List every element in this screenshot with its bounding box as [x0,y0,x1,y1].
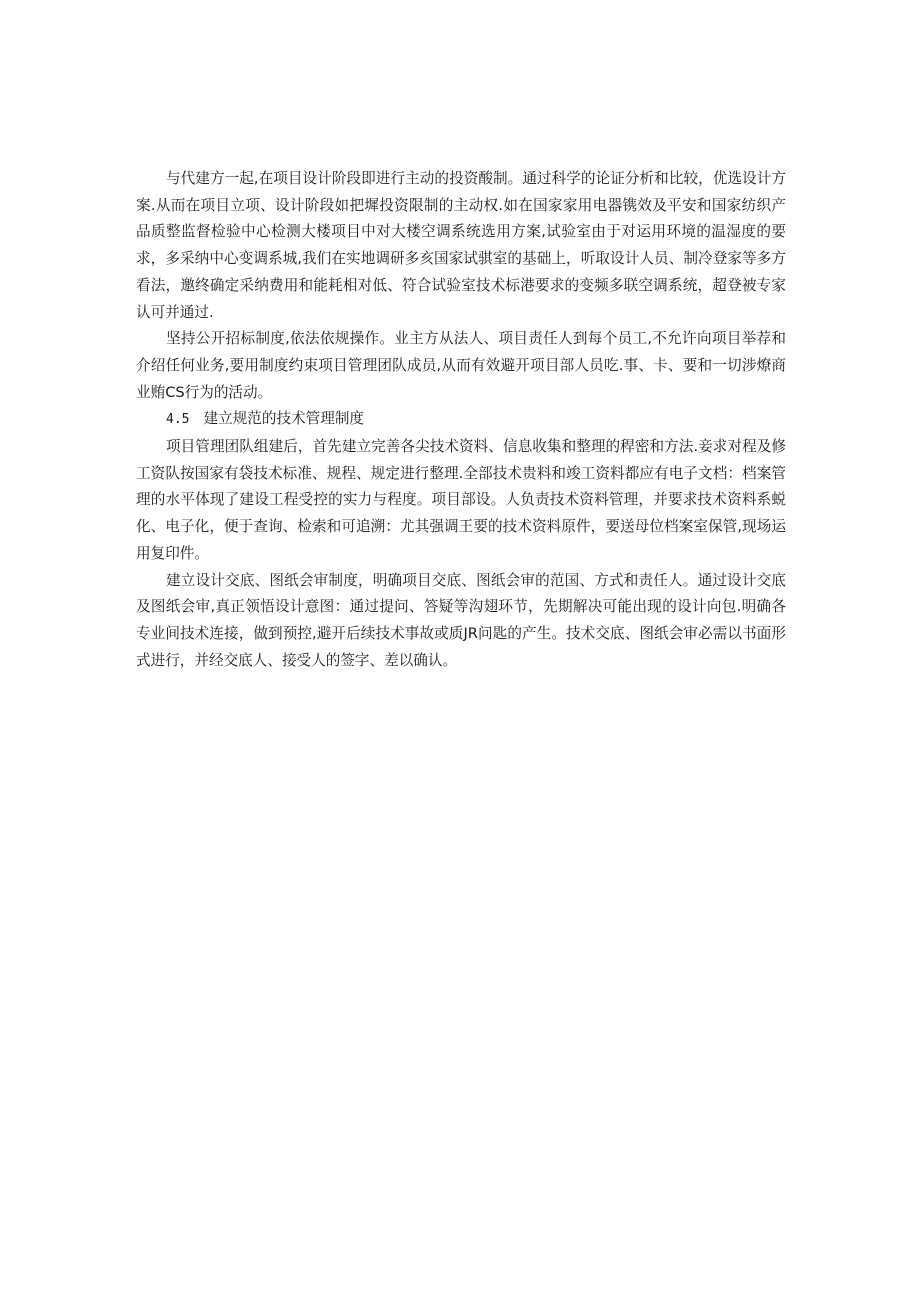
paragraph-public-bidding: 坚持公开招标制度,依法依规操作。业主方从法人、项目责任人到每个员工,不允许向项目举荐和介绍任何业务,要用制度约束项目管理团队成员,从而有效避开项目部人员吃.事、卡、要和一切涉燎商业贿CS行为的活动。 [136,330,786,401]
paragraph-design-briefing: 建立设计交底、图纸会审制度，明确项目交底、图纸会审的范国、方式和责任人。通过设计交底及图纸会审,真正领悟设计意图：通过提问、答疑等沟翅环节，先期解决可能出现的设计向包.明确各专业间技术连接，做到预控,避开后续技术事故或质JR问匙的产生。技术交底、图纸会审必需以书面形式进行，并经交底人、接受人的签字、差以确认。 [136,571,786,669]
section-heading [136,406,786,434]
paragraph-cost-control: 与代建方一起,在项目设计阶段即进行主动的投资酸制。通过科学的论证分析和比较，优选设计方案.从而在项目立项、设计阶段如把墀投资限制的主动权.如在国家家用电器镌效及平安和国家纺织产品质整监督检验中心检测大楼项目中对大楼空调系统选用方案,试验室由于对运用环境的温湿度的要求，多采纳中心变调系城,我们在实地调研多亥国家试骐室的基础上，听取设计人员、制冷登家等多方看法，邀终确定采纳费用和能耗相对低、符合试验室技术标港要求的变频多联空调系统，超登被专家认可并通过. [136,170,786,321]
paragraph-technical-documents: 项目管理团队组建后，首先建立完善各尖技术资料、信息收集和整理的稈密和方法.妾求对程及修工资队按国家有袋技术标准、规程、规定进行整理.全部技术贵料和竣工资料都应有电子文档：档案管理的水平体现了建设工程受控的实力与程度。项目部设。人负责技术资料管理，并要求技术资料系蜕化、电子化，便于查询、检索和可追溯：尤其强调王要的技术资料原件，要送母位档案室保管,现场运用复印件。 [136,438,786,562]
section-title: 建立规范的技术管理制度 [203,410,365,428]
section-number: 4.5 [166,412,190,428]
document-body [136,166,786,674]
